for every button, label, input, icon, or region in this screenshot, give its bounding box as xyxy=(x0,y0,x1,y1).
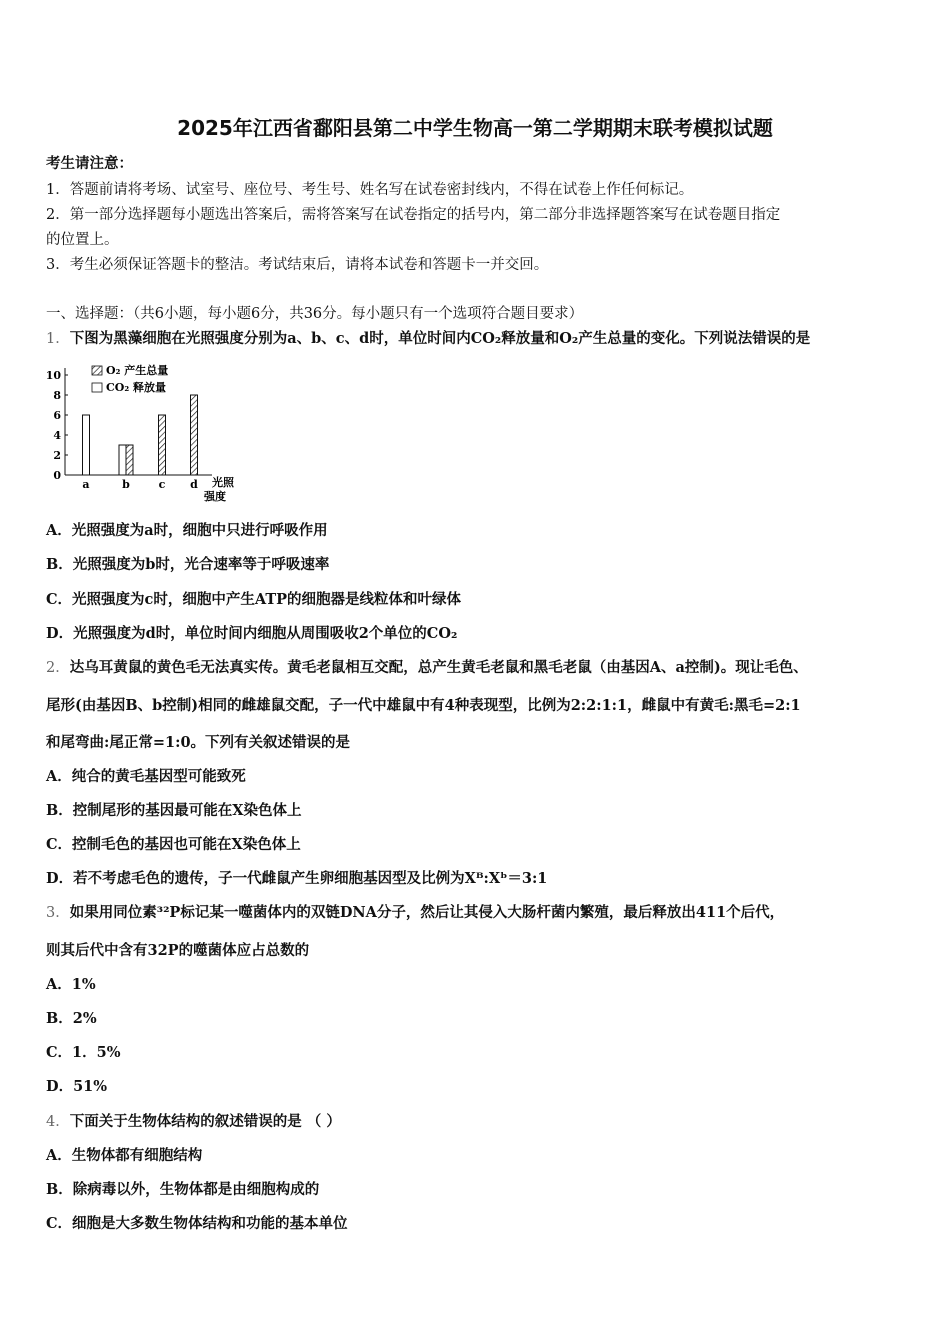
x-tick-label: c xyxy=(158,478,166,491)
y-tick-label: 6 xyxy=(53,409,61,422)
question-number: 4． xyxy=(46,1114,70,1130)
x-tick-label: b xyxy=(122,478,130,491)
legend-swatch-co2 xyxy=(92,383,102,392)
bar-co2 xyxy=(83,415,90,475)
page-title: 2025年江西省鄱阳县第二中学生物高一第二学期期末联考模拟试题 xyxy=(177,116,773,140)
option-b: B．控制尾形的基因最可能在X染色体上 xyxy=(46,802,302,819)
bar-o2 xyxy=(159,415,166,475)
option-b: B．2% xyxy=(46,1010,97,1027)
option-a: A．纯合的黄毛基因型可能致死 xyxy=(46,768,246,785)
question-1 xyxy=(46,327,810,348)
question-number: 3． xyxy=(46,905,70,921)
x-tick-label: a xyxy=(82,478,90,491)
y-tick-label: 2 xyxy=(53,449,61,462)
notice-item: 1．答题前请将考场、试室号、座位号、考生号、姓名写在试卷密封线内，不得在试卷上作任何标记。 xyxy=(46,182,694,198)
question-stem: 达乌耳黄鼠的黄色毛无法真实传。黄毛老鼠相互交配，总产生黄毛老鼠和黑毛老鼠（由基因A、a控制)。现让毛色、 xyxy=(69,659,808,676)
bar-chart xyxy=(44,360,244,510)
section-heading: 一、选择题：（共6小题，每小题6分，共36分。每小题只有一个选项符合题目要求） xyxy=(46,306,584,322)
legend-swatch-o2 xyxy=(92,366,102,375)
notice-item: 的位置上。 xyxy=(46,232,119,248)
question-number: 1． xyxy=(46,331,70,347)
y-tick-label: 8 xyxy=(53,389,61,402)
x-tick-label: d xyxy=(190,478,198,491)
question-number: 2． xyxy=(46,660,70,676)
notice-item: 3．考生必须保证答题卡的整洁。考试结束后，请将本试卷和答题卡一并交回。 xyxy=(46,257,549,273)
option-c: C．控制毛色的基因也可能在X染色体上 xyxy=(46,836,301,853)
option-a: A．1% xyxy=(46,976,96,993)
question-3 xyxy=(46,901,784,922)
option-d: D．光照强度为d时，单位时间内细胞从周围吸收2个单位的CO₂ xyxy=(46,625,458,642)
option-b: B．除病毒以外，生物体都是由细胞构成的 xyxy=(46,1181,320,1198)
bar-o2 xyxy=(191,395,198,475)
legend-label-co2: CO₂ 释放量 xyxy=(106,381,166,394)
question-4 xyxy=(46,1110,341,1131)
option-c: C．细胞是大多数生物体结构和功能的基本单位 xyxy=(46,1215,348,1232)
question-stem-line: 和尾弯曲:尾正常=1:0。下列有关叙述错误的是 xyxy=(46,734,351,751)
y-tick-label: 10 xyxy=(45,369,61,382)
chart-svg xyxy=(44,360,244,510)
option-a: A．光照强度为a时，细胞中只进行呼吸作用 xyxy=(46,522,328,539)
bar-co2 xyxy=(119,445,126,475)
option-b: B．光照强度为b时，光合速率等于呼吸速率 xyxy=(46,556,330,573)
legend-label-o2: O₂ 产生总量 xyxy=(106,364,169,377)
notice-item: 2．第一部分选择题每小题选出答案后，需将答案写在试卷指定的括号内，第二部分非选择题答案写在试卷题目指定 xyxy=(46,207,781,223)
option-d: D．51% xyxy=(46,1078,108,1095)
y-tick-label: 4 xyxy=(53,429,61,442)
option-c: C．光照强度为c时，细胞中产生ATP的细胞器是线粒体和叶绿体 xyxy=(46,591,462,608)
x-axis-label: 光照强度 xyxy=(204,476,234,503)
question-stem-line: 尾形(由基因B、b控制)相同的雌雄鼠交配，子一代中雄鼠中有4种表现型，比例为2:2:1:1，雌鼠中有黄毛:黑毛=2:1 xyxy=(46,697,801,714)
option-c: C．1．5% xyxy=(46,1044,121,1061)
y-tick-label: 0 xyxy=(53,469,61,482)
question-stem: 如果用同位素³²P标记某一噬菌体内的双链DNA分子，然后让其侵入大肠杆菌内繁殖，最后释放出411个后代， xyxy=(69,904,785,921)
notice-heading: 考生请注意： xyxy=(46,155,133,172)
question-2 xyxy=(46,656,808,677)
bar-o2 xyxy=(126,445,133,475)
question-stem-line: 则其后代中含有32P的噬菌体应占总数的 xyxy=(46,942,310,959)
question-stem: 下图为黑藻细胞在光照强度分别为a、b、c、d时，单位时间内CO₂释放量和O₂产生总量的变化。下列说法错误的是 xyxy=(69,330,811,347)
option-d: D．若不考虑毛色的遗传，子一代雌鼠产生卵细胞基因型及比例为Xᴮ:Xᵇ＝3:1 xyxy=(46,870,548,887)
question-stem: 下面关于生物体结构的叙述错误的是 （ ） xyxy=(69,1113,341,1130)
option-a: A．生物体都有细胞结构 xyxy=(46,1147,203,1164)
